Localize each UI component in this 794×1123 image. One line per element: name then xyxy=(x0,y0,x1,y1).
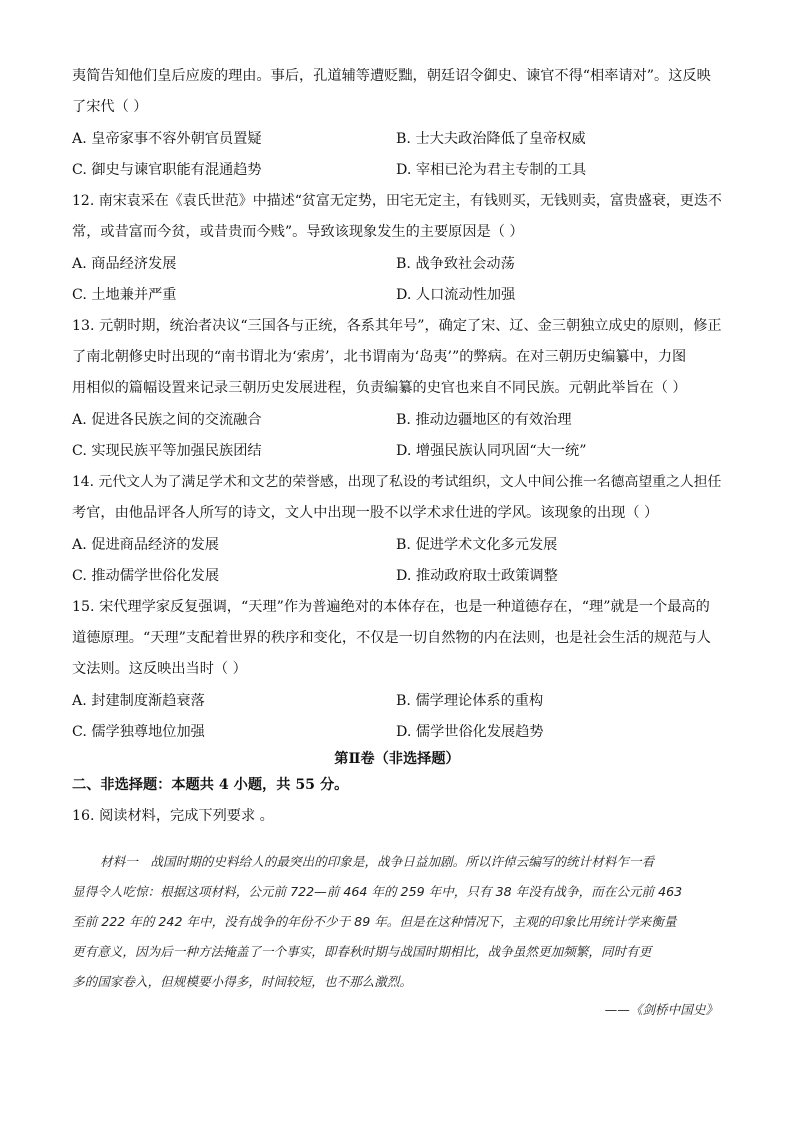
question-15-line-3: 文法则。这反映出当时（ ） xyxy=(72,661,247,677)
q15-option-b[interactable]: B. 儒学理论体系的重构 xyxy=(396,693,544,709)
question-11-line-1: 夷简告知他们皇后应废的理由。事后，孔道辅等遭贬黜，朝廷诏令御史、谏官不得“相率请对”。这反映 xyxy=(72,68,711,84)
q12-option-c[interactable]: C. 土地兼并严重 xyxy=(72,287,177,303)
q11-option-d[interactable]: D. 宰相已沦为君主专制的工具 xyxy=(396,162,587,178)
question-15-line-2: 道德原理。“天理”支配着世界的秩序和变化，不仅是一切自然物的内在法则，也是社会生活的规范与人 xyxy=(72,630,711,646)
question-11-line-2: 了宋代（ ） xyxy=(72,99,148,115)
q12-option-b[interactable]: B. 战争致社会动荡 xyxy=(396,256,515,272)
part-2-title: 第Ⅱ卷（非选择题） xyxy=(334,751,460,767)
section-2-heading: 二、非选择题：本题共 4 小题，共 55 分。 xyxy=(72,777,349,793)
material-line-2: 显得令人吃惊：根据这项材料，公元前 722—前 464 年的 259 年中，只有 38 年没有战争，而在公元前 463 xyxy=(72,884,683,899)
q15-option-c[interactable]: C. 儒学独尊地位加强 xyxy=(72,724,205,740)
question-15-line-1: 15. 宋代理学家反复强调，“天理”作为普遍绝对的本体存在，也是一种道德存在，“理”就是一个最高的 xyxy=(72,599,710,615)
q11-option-b[interactable]: B. 士大夫政治降低了皇帝权威 xyxy=(396,131,586,147)
q14-option-a[interactable]: A. 促进商品经济的发展 xyxy=(72,537,219,553)
material-line-4: 更有意义，因为后一种方法掩盖了一个事实，即春秋时期与战国时期相比，战争虽然更加频繁，同时有更 xyxy=(72,944,652,959)
q13-option-d[interactable]: D. 增强民族认同巩固“大一统” xyxy=(396,443,587,459)
question-13-line-1: 13. 元朝时期，统治者决议“三国各与正统，各系其年号”，确定了宋、辽、金三朝独立成史的原则，修正 xyxy=(72,318,722,334)
question-12-line-2: 常，或昔富而今贫，或昔贵而今贱”。导致该现象发生的主要原因是（ ） xyxy=(72,224,524,240)
question-14-line-1: 14. 元代文人为了满足学术和文艺的荣誉感，出现了私设的考试组织，文人中间公推一名德高望重之人担任 xyxy=(72,474,722,490)
q15-option-d[interactable]: D. 儒学世俗化发展趋势 xyxy=(396,724,544,740)
q13-option-b[interactable]: B. 推动边疆地区的有效治理 xyxy=(396,412,572,428)
q14-option-b[interactable]: B. 促进学术文化多元发展 xyxy=(396,537,558,553)
q13-option-c[interactable]: C. 实现民族平等加强民族团结 xyxy=(72,443,262,459)
question-14-line-2: 考官，由他品评各人所写的诗文，文人中出现一股不以学术求仕进的学风。该现象的出现（ ） xyxy=(72,505,659,521)
question-12-line-1: 12. 南宋袁采在《袁氏世范》中描述“贫富无定势，田宅无定主，有钱则买，无钱则卖，富贵盛衰，更迭不 xyxy=(72,193,722,209)
q13-option-a[interactable]: A. 促进各民族之间的交流融合 xyxy=(72,412,262,428)
q11-option-c[interactable]: C. 御史与谏官职能有混通趋势 xyxy=(72,162,262,178)
q15-option-a[interactable]: A. 封建制度渐趋衰落 xyxy=(72,693,205,709)
question-16-prompt: 16. 阅读材料，完成下列要求 。 xyxy=(72,808,274,824)
question-13-line-3: 用相似的篇幅设置来记录三朝历史发展进程，负责编纂的史官也来自不同民族。元朝此举旨在（ ） xyxy=(72,380,687,396)
material-line-1: 材料一 战国时期的史料给人的最突出的印象是，战争日益加剧。所以许倬云编写的统计材料乍一看 xyxy=(100,854,655,869)
material-line-5: 多的国家卷入，但规模要小得多，时间较短，也不那么激烈。 xyxy=(72,974,413,989)
q12-option-d[interactable]: D. 人口流动性加强 xyxy=(396,287,516,303)
q12-option-a[interactable]: A. 商品经济发展 xyxy=(72,256,177,272)
q14-option-d[interactable]: D. 推动政府取士政策调整 xyxy=(396,568,558,584)
q11-option-a[interactable]: A. 皇帝家事不容外朝官员置疑 xyxy=(72,131,262,147)
q14-option-c[interactable]: C. 推动儒学世俗化发展 xyxy=(72,568,220,584)
material-source: ——《剑桥中国史》 xyxy=(604,1002,718,1017)
material-line-3: 至前 222 年的 242 年中，没有战争的年份不少于 89 年。但是在这种情况下，主观的印象比用统计学来衡量 xyxy=(72,914,677,929)
question-13-line-2: 了南北朝修史时出现的“南书谓北为‘索虏’，北书谓南为‘岛夷’”的弊病。在对三朝历史编纂中，力图 xyxy=(72,349,687,365)
